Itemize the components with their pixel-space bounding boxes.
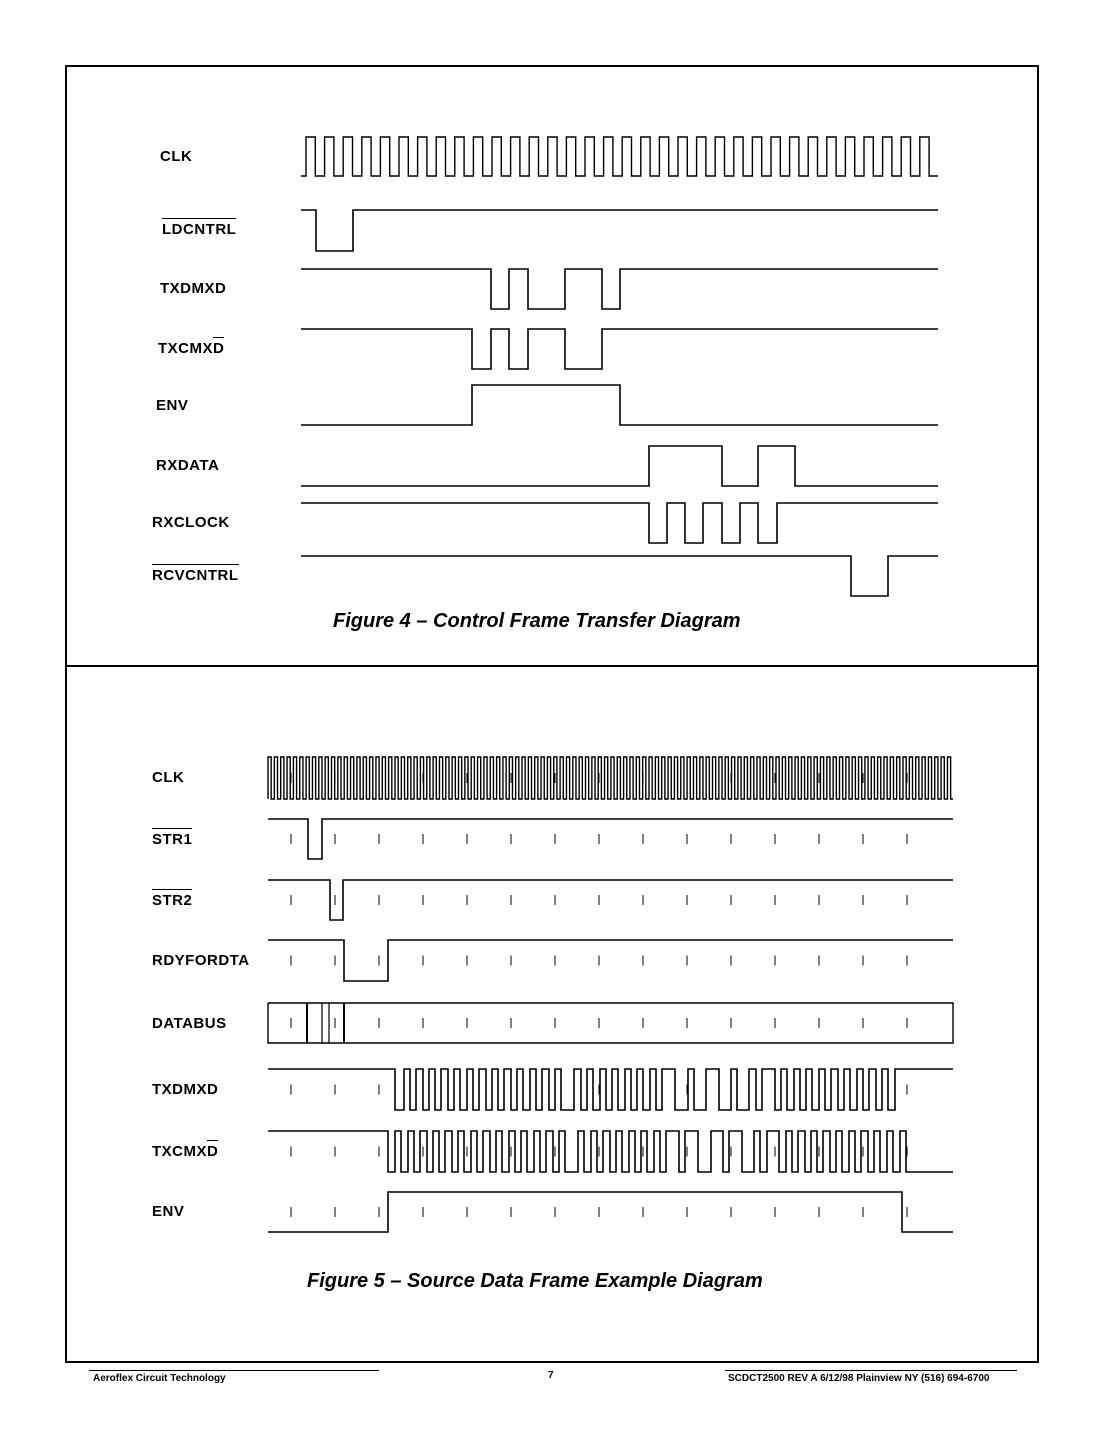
footer-rule-right xyxy=(725,1370,1017,1371)
footer-rule-left xyxy=(89,1370,379,1371)
footer-doc-info: SCDCT2500 REV A 6/12/98 Plainview NY (516) 694-6700 xyxy=(728,1373,990,1384)
footer-page-number: 7 xyxy=(548,1370,554,1381)
figure5-databus-waveform xyxy=(268,1003,953,1043)
figure4-label-txdmxd: TXDMXD xyxy=(160,280,227,297)
figure5-txcmxd-waveform xyxy=(268,1131,953,1172)
figure5-str1-waveform xyxy=(268,819,953,859)
figure5-label-databus: DATABUS xyxy=(152,1015,227,1032)
figure5-label-rdyfordta: RDYFORDTA xyxy=(152,952,250,969)
figure4-label-rxdata: RXDATA xyxy=(156,457,220,474)
figure4-rcvcntrl-waveform xyxy=(301,556,938,596)
figure4-label-ldcntrl: LDCNTRL xyxy=(162,221,237,238)
figure5-label-env: ENV xyxy=(152,1203,185,1220)
figure5-label-str1: STR1 xyxy=(152,831,193,848)
footer-company: Aeroflex Circuit Technology xyxy=(93,1373,226,1384)
figure4-label-rcvcntrl: RCVCNTRL xyxy=(152,567,239,584)
figure5-str2-waveform xyxy=(268,880,953,920)
figure4-label-env: ENV xyxy=(156,397,189,414)
figure5-label-clk: CLK xyxy=(152,769,185,786)
figure4-label-clk: CLK xyxy=(160,148,193,165)
figure5-rdyfordta-waveform xyxy=(268,940,953,981)
figure4-clk-waveform xyxy=(301,137,938,176)
figure4-rxdata-waveform xyxy=(301,446,938,486)
figure5-env-waveform xyxy=(268,1192,953,1232)
figure5-label-str2: STR2 xyxy=(152,892,193,909)
figure4-ldcntrl-waveform xyxy=(301,210,938,251)
figure5-label-txcmxd: TXCMXD xyxy=(152,1143,219,1160)
figure5-clk-waveform xyxy=(268,757,953,799)
figure5-caption: Figure 5 – Source Data Frame Example Diagram xyxy=(307,1270,763,1292)
figure4-env-waveform xyxy=(301,385,938,425)
figure4-rxclock-waveform xyxy=(301,503,938,543)
figure4-label-txcmxd: TXCMXD xyxy=(158,340,225,357)
figure4-label-rxclock: RXCLOCK xyxy=(152,514,230,531)
figure4-txdmxd-waveform xyxy=(301,269,938,309)
figure4-txcmxd-waveform xyxy=(301,329,938,369)
figure5-txdmxd-waveform xyxy=(268,1069,953,1110)
figure5-label-txdmxd: TXDMXD xyxy=(152,1081,219,1098)
figure4-caption: Figure 4 – Control Frame Transfer Diagram xyxy=(333,610,741,632)
